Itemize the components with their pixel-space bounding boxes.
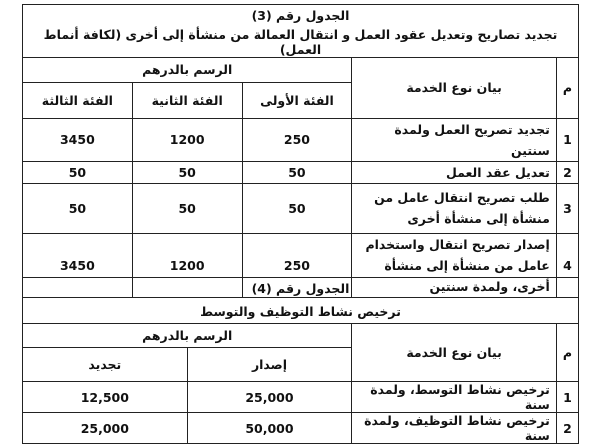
- row-service: ترخيص نشاط التوظيف، ولمدة سنة: [352, 413, 557, 444]
- header-renew: تجديد: [23, 348, 188, 382]
- row-cat2: 50: [132, 161, 242, 183]
- table-row: [23, 183, 579, 233]
- row-renew: 12,500: [23, 382, 188, 413]
- header-num: م: [556, 57, 578, 118]
- header-fee-group: الرسم بالدرهم: [23, 324, 352, 348]
- row-cat1: 250: [242, 233, 352, 297]
- row-cat2: 50: [132, 183, 242, 233]
- row-cat3: 3450: [23, 233, 133, 297]
- row-issue: 25,000: [187, 382, 352, 413]
- header-cat3: الفئة الثالثة: [23, 82, 133, 118]
- fees-table-4: [22, 277, 579, 444]
- row-num: 2: [556, 161, 578, 183]
- table-row: [23, 161, 579, 183]
- row-num: 1: [556, 118, 578, 161]
- header-cat1: الفئة الأولى: [242, 82, 352, 118]
- row-cat1: 50: [242, 183, 352, 233]
- row-cat3: 50: [23, 161, 133, 183]
- table-3-title: تجديد تصاريح وتعديل عقود العمل و انتقال العمالة من منشأة إلى أخرى (لكافة أنماط العمل): [23, 27, 579, 58]
- table-3-caption: الجدول رقم (3): [23, 5, 579, 27]
- row-num: 2: [556, 413, 578, 444]
- row-service: تجديد تصريح العمل ولمدة سنتين: [352, 118, 557, 161]
- row-issue: 50,000: [187, 413, 352, 444]
- header-service: بيان نوع الخدمة: [352, 57, 557, 118]
- row-service: طلب تصريح انتقال عامل من منشأة إلى منشأة أخرى: [352, 183, 557, 233]
- header-issue: إصدار: [187, 348, 352, 382]
- row-num: 4: [556, 233, 578, 297]
- table-4-title: ترخيص نشاط التوظيف والتوسط: [23, 300, 579, 324]
- row-cat3: 3450: [23, 118, 133, 161]
- row-cat3: 50: [23, 183, 133, 233]
- header-service: بيان نوع الخدمة: [352, 324, 557, 382]
- row-cat1: 50: [242, 161, 352, 183]
- row-service: ترخيص نشاط التوسط، ولمدة سنة: [352, 382, 557, 413]
- fees-table-3: [22, 4, 579, 298]
- table-row: [23, 382, 579, 413]
- row-cat1: 250: [242, 118, 352, 161]
- row-num: 3: [556, 183, 578, 233]
- row-renew: 25,000: [23, 413, 188, 444]
- table-4-caption: الجدول رقم (4): [23, 278, 579, 300]
- header-fee-group: الرسم بالدرهم: [23, 57, 352, 82]
- table-row: [23, 118, 579, 161]
- row-service: إصدار تصريح انتقال واستخدام عامل من منشأة إلى منشأة أخرى، ولمدة سنتين: [352, 233, 557, 297]
- header-cat2: الفئة الثانية: [132, 82, 242, 118]
- row-num: 1: [556, 382, 578, 413]
- row-cat2: 1200: [132, 118, 242, 161]
- row-cat2: 1200: [132, 233, 242, 297]
- table-row: [23, 413, 579, 444]
- row-service: تعديل عقد العمل: [352, 161, 557, 183]
- header-num: م: [556, 324, 578, 382]
